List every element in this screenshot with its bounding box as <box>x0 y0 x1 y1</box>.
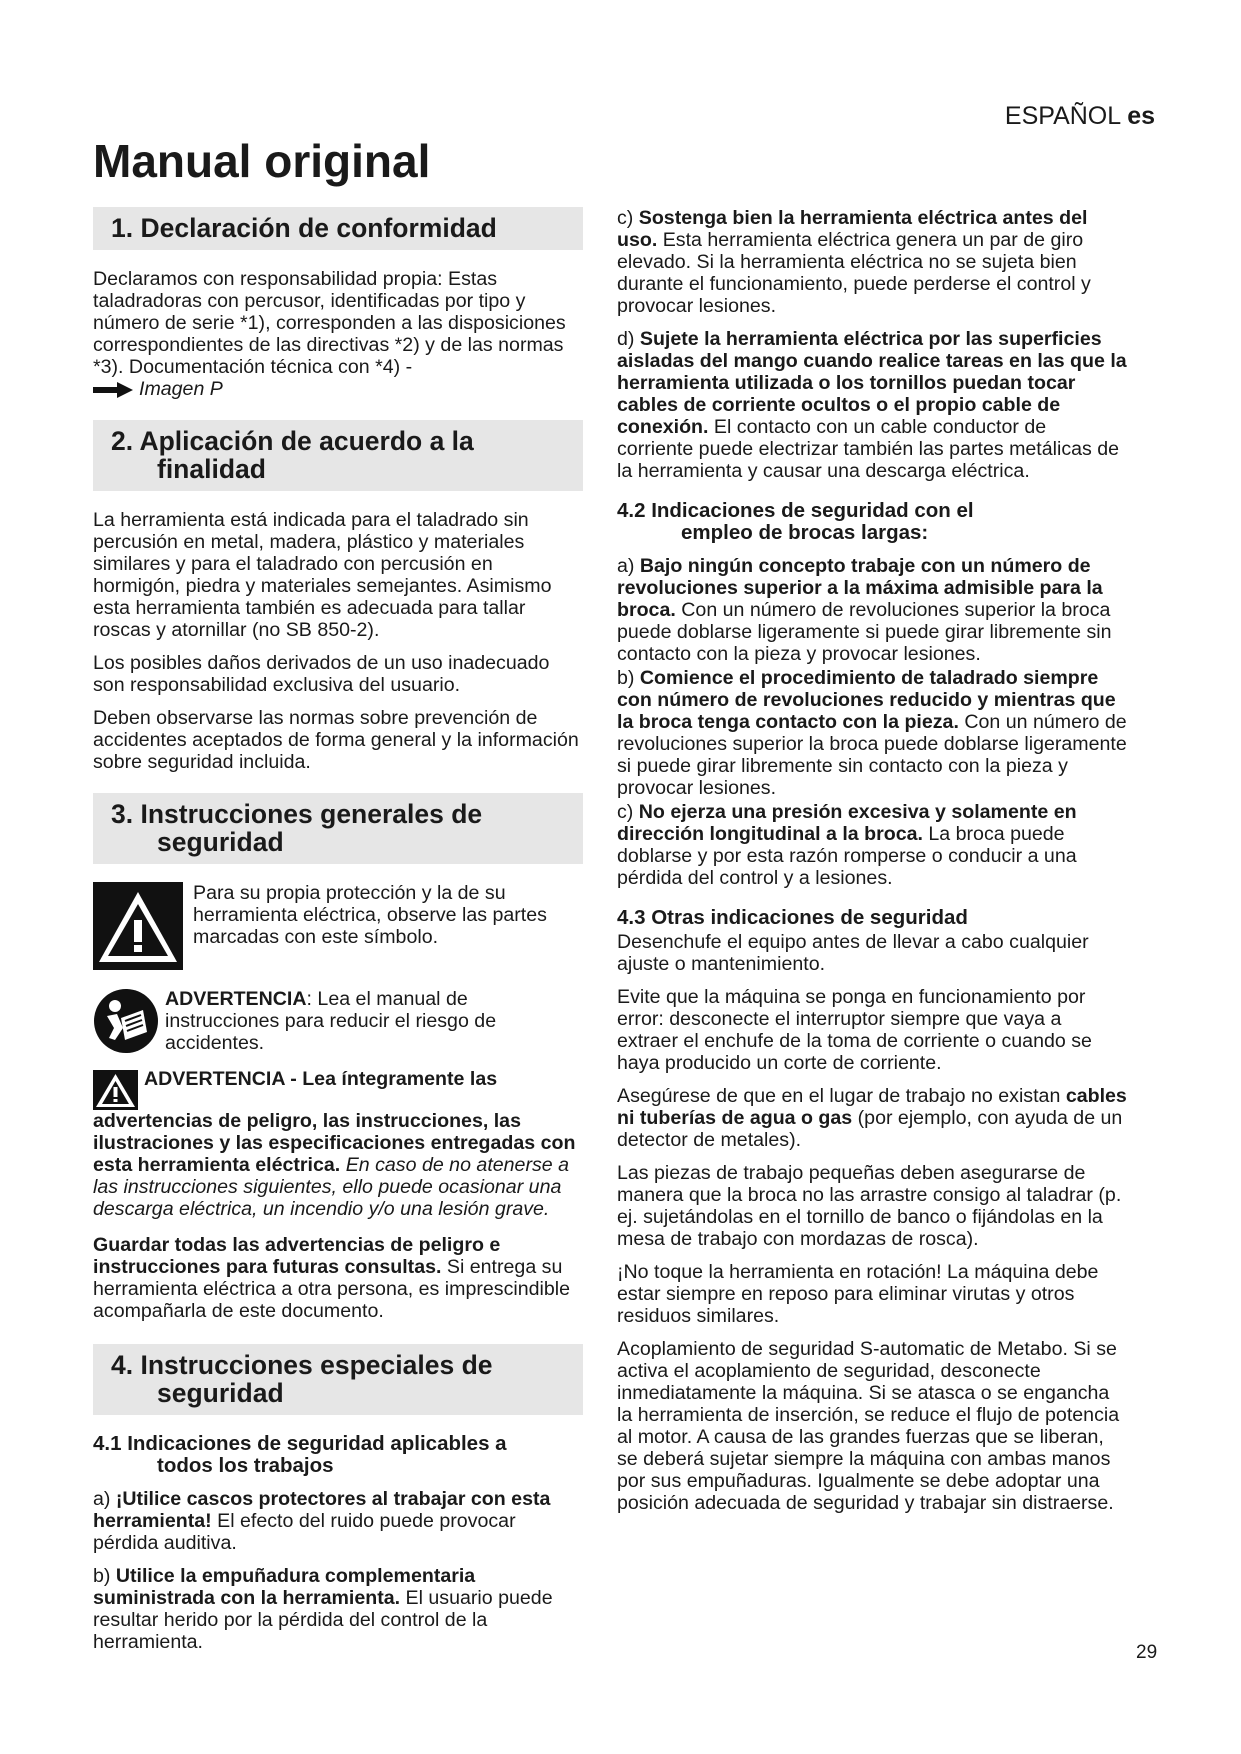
keep-instructions-bold: Guardar todas las advertencias de peligro e instrucciones para futuras consultas. <box>93 1234 501 1278</box>
section-1-text <box>93 268 583 400</box>
section-3-title-line1: 3. Instrucciones generales de <box>111 799 483 829</box>
item-text: Con un número de revoluciones superior la broca puede doblarse ligeramente si puede girar libremente sin contacto con la pieza y provocar lesiones. <box>617 599 1112 665</box>
paragraph-4-3-4: Las piezas de trabajo pequeñas deben asegurarse de manera que la broca no las arrastre consigo al taladrar (p. ej. sujetándolas en el tornillo de banco o fijándolas en la mesa de trabajo con mordazas de rosca). <box>617 1162 1122 1250</box>
section-4-title-line1: 4. Instrucciones especiales de <box>111 1350 493 1380</box>
item-bold: Sujete la herramienta eléctrica por las superficies aisladas del mango cuando realice tareas en las que la herramienta utilizada o los tornillos puedan tocar cables de corriente ocultos o el propio cable de conexión. <box>617 328 1127 438</box>
subsection-4-1-line2: todos los trabajos <box>157 1454 334 1477</box>
item-text: La broca puede doblarse y por esta razón romperse o conducir a una pérdida del control y a lesiones. <box>617 823 1077 889</box>
subsection-4-1-heading <box>93 1433 583 1477</box>
item-label: c) <box>617 801 639 823</box>
section-3-heading <box>93 793 583 864</box>
section-2-paragraph-1: La herramienta está indicada para el taladrado sin percusión en metal, madera, plástico y materiales similares y para el taladrado con percusión en hormigón, piedra y materiales semejantes. Asimismo esta herramienta también es adecuada para tallar roscas y atornillar (no SB 850-2). <box>93 509 552 641</box>
read-manual-text <box>165 984 583 1054</box>
item-bold: Sostenga bien la herramienta eléctrica antes del uso. <box>617 207 1088 251</box>
item-text: El efecto del ruido puede provocar pérdida auditiva. <box>93 1510 516 1554</box>
warning-symbol-text: Para su propia protección y la de su herramienta eléctrica, observe las partes marcadas con este símbolo. <box>193 882 547 948</box>
section-4-title-line2: seguridad <box>157 1378 284 1408</box>
warning-symbol-block <box>93 882 583 970</box>
item-4-1-c <box>617 207 1127 317</box>
small-warning-icon <box>93 1070 138 1110</box>
section-1-title: 1. Declaración de conformidad <box>111 213 497 243</box>
item-bold: ¡Utilice cascos protectores al trabajar con esta herramienta! <box>93 1488 551 1532</box>
paragraph-4-3-2: Evite que la máquina se ponga en funcionamiento por error: desconecte el interruptor siempre que vaya a extraer el enchufe de la toma de corriente o cuando se haya producido un corte de corriente. <box>617 986 1092 1074</box>
advertencia-label: ADVERTENCIA <box>165 988 307 1010</box>
language-name: ESPAÑOL <box>1004 102 1121 130</box>
item-label: c) <box>617 207 639 229</box>
item-text: El contacto con un cable conductor de corriente puede electrizar también las partes metálicas de la herramienta y causar una descarga eléctrica. <box>617 416 1120 482</box>
paragraph-4-3-3 <box>617 1085 1127 1151</box>
item-label: b) <box>93 1565 116 1587</box>
section-2-paragraph-3: Deben observarse las normas sobre prevención de accidentes aceptados de forma general y la información sobre seguridad incluida. <box>93 707 579 773</box>
right-column <box>617 207 1127 1525</box>
paragraph-4-3-6: Acoplamiento de seguridad S-automatic de Metabo. Si se activa el acoplamiento de seguridad, desconecte inmediatamente la máquina. Si se atasca o se engancha la herramienta de inserción, se reduce el flujo de potencia al motor. A causa de las grandes fuerzas que se liberan, se deberá sujetar siempre la máquina con ambas manos por sus empuñaduras. Igualmente se debe adoptar una posición adecuada de seguridad y trabajar sin distraerse. <box>617 1338 1120 1514</box>
left-column <box>93 207 583 1664</box>
subsection-4-3-heading: 4.3 Otras indicaciones de seguridad <box>617 906 968 929</box>
subsection-4-2-line1: 4.2 Indicaciones de seguridad con el <box>617 499 974 522</box>
read-manual-block <box>93 984 583 1054</box>
paragraph-text: (por ejemplo, con ayuda de un detector de metales). <box>617 1107 1123 1151</box>
item-bold: Comience el procedimiento de taladrado siempre con número de revoluciones reducido y mientras que la broca tenga contacto con la pieza. <box>617 667 1116 733</box>
section-2-title-line1: 2. Aplicación de acuerdo a la <box>111 426 474 456</box>
subsection-4-1-line1: 4.1 Indicaciones de seguridad aplicables a <box>93 1432 507 1455</box>
subsection-4-2-line2: empleo de brocas largas: <box>681 521 929 544</box>
page-title: Manual original <box>93 135 431 187</box>
keep-instructions-paragraph <box>93 1234 583 1322</box>
full-warning-paragraph <box>93 1068 583 1220</box>
page-number: 29 <box>1136 1642 1158 1663</box>
section-2-title-line2: finalidad <box>157 454 266 484</box>
item-4-1-a <box>93 1488 583 1554</box>
keep-instructions-text: Si entrega su herramienta eléctrica a otra persona, es imprescindible acompañarla de este documento. <box>93 1256 571 1322</box>
advertencia-text: : Lea el manual de instrucciones para reducir el riesgo de accidentes. <box>165 988 497 1054</box>
section-2-paragraph-2: Los posibles daños derivados de un uso inadecuado son responsabilidad exclusiva del usuario. <box>93 652 550 696</box>
item-label: a) <box>93 1488 116 1510</box>
paragraph-text: Asegúrese de que en el lugar de trabajo no existan <box>617 1085 1061 1107</box>
item-bold: Utilice la empuñadura complementaria suministrada con la herramienta. <box>93 1565 476 1609</box>
section-3-title-line2: seguridad <box>157 827 284 857</box>
item-text: Con un número de revoluciones superior la broca puede doblarse ligeramente si puede girar libremente sin contacto con la pieza y provocar lesiones. <box>617 711 1127 799</box>
item-bold: Bajo ningún concepto trabaje con un número de revoluciones superior a la máxima admisible para la broca. <box>617 555 1103 621</box>
item-text: El usuario puede resultar herido por la pérdida del control de la herramienta. <box>93 1587 553 1653</box>
item-label: d) <box>617 328 640 350</box>
subsection-4-2-heading <box>617 500 1127 544</box>
item-4-2-a <box>617 555 1127 665</box>
figure-reference: Imagen P <box>139 378 223 400</box>
item-text: Esta herramienta eléctrica genera un par de giro elevado. Si la herramienta eléctrica no se sujeta bien durante el funcionamiento, puede perderse el control y provocar lesiones. <box>617 229 1091 317</box>
item-label: b) <box>617 667 640 689</box>
item-4-2-b <box>617 667 1127 799</box>
language-code: es <box>1127 102 1155 130</box>
arrow-right-icon <box>93 382 133 398</box>
paragraph-4-3-1: Desenchufe el equipo antes de llevar a cabo cualquier ajuste o mantenimiento. <box>617 931 1089 975</box>
item-bold: No ejerza una presión excesiva y solamente en dirección longitudinal a la broca. <box>617 801 1077 845</box>
item-4-2-c <box>617 801 1127 889</box>
item-label: a) <box>617 555 640 577</box>
item-4-1-b <box>93 1565 583 1653</box>
section-4-heading <box>93 1344 583 1415</box>
full-warning-italic: En caso de no atenerse a las instrucciones siguientes, ello puede ocasionar una descarga eléctrica, un incendio y/o una lesión grave. <box>93 1154 570 1220</box>
section-1-heading <box>93 207 583 250</box>
paragraph-bold: cables ni tuberías de agua o gas <box>617 1085 1127 1129</box>
language-header <box>1005 102 1155 131</box>
section-2-heading <box>93 420 583 491</box>
item-4-1-d <box>617 328 1127 482</box>
warning-triangle-icon <box>93 882 183 970</box>
declaration-text: Declaramos con responsabilidad propia: Estas taladradoras con percusor, identificadas por tipo y número de serie *1), corresponden a las disposiciones correspondientes de las directivas *2) y de las normas *3). Documentación técnica con *4) - <box>93 268 566 378</box>
read-manual-icon <box>93 988 159 1054</box>
full-warning-bold: ADVERTENCIA - Lea íntegramente las advertencias de peligro, las instrucciones, las ilustraciones y las especificaciones entregadas con esta herramienta eléctrica. <box>93 1068 576 1176</box>
paragraph-4-3-5: ¡No toque la herramienta en rotación! La máquina debe estar siempre en reposo para eliminar virutas y otros residuos similares. <box>617 1261 1099 1327</box>
